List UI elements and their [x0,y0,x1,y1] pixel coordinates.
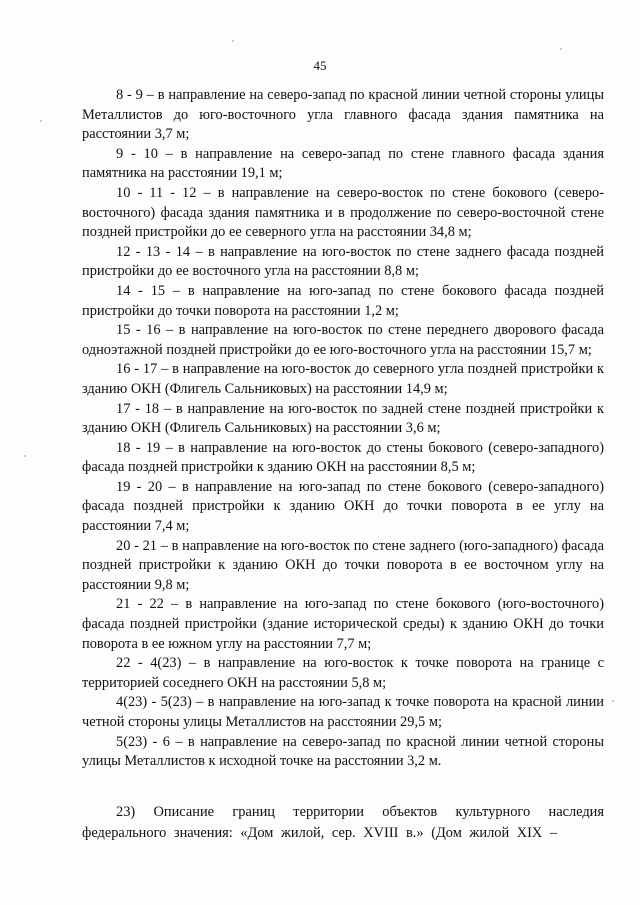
page-number: 45 [313,58,327,73]
section-heading: 23) Описание границ территории объектов культурного наследия федерального значения: «Дом жилой, сер. XVIII в.» (Дом жилой XIX – [82,804,604,841]
scan-speck [612,700,614,702]
boundary-segment-paragraph: 18 - 19 – в направление на юго-восток до стены бокового (северо-западного) фасада поздней пристройки к зданию ОКН на расстоянии 8,5 м; [82,439,604,476]
boundary-segment-paragraph: 8 - 9 – в направление на северо-запад по красной линии четной стороны улицы Металлистов до юго-восточного угла главного фасада здания памятника на расстоянии 3,7 м; [82,87,604,143]
boundary-segment-paragraph: 15 - 16 – в направление на юго-восток по стене переднего дворового фасада одноэтажной поздней пристройки до ее юго-восточного угла на расстоянии 15,7 м; [82,322,604,358]
boundary-segment-paragraph: 21 - 22 – в направление на юго-запад по стене бокового (юго-восточного) фасада поздней пристройки (здание исторической среды) к зданию ОКН до точки поворота в ее южном углу на расстоянии 7,7 м; [82,596,604,652]
boundary-segment-paragraph: 22 - 4(23) – в направление на юго-восток к точке поворота на границе с территорией соседнего ОКН на расстоянии 5,8 м; [82,655,604,691]
boundary-description-list [82,86,604,772]
boundary-segment-paragraph: 9 - 10 – в направление на северо-запад по стене главного фасада здания памятника на расстоянии 19,1 м; [82,145,604,182]
boundary-segment-paragraph: 20 - 21 – в направление на юго-восток по стене заднего (юго-западного) фасада поздней пристройки к зданию ОКН до точки поворота в ее восточном углу на расстоянии 9,8 м; [82,537,604,593]
boundary-segment-paragraph: 10 - 11 - 12 – в направление на северо-восток по стене бокового (северо-восточного) фасада здания памятника и в продолжение по северо-восточной стене поздней пристройки до ее северного угла на расстоянии 34,8 м; [82,184,604,241]
boundary-segment-paragraph: 4(23) - 5(23) – в направление на юго-запад к точке поворота на красной линии четной стороны улицы Металлистов на расстоянии 29,5 м; [82,694,604,730]
scan-speck [24,455,26,457]
scan-speck [232,40,234,42]
scan-speck [40,120,42,122]
boundary-segment-paragraph: 12 - 13 - 14 – в направление на юго-восток по стене заднего фасада поздней пристройки до ее восточного угла на расстоянии 8,8 м; [82,243,604,280]
boundary-segment-paragraph: 17 - 18 – в направление на юго-восток по задней стене поздней пристройки к зданию ОКН (Флигель Сальниковых) на расстоянии 3,6 м; [82,400,604,437]
scan-speck [560,48,562,50]
boundary-segment-paragraph: 5(23) - 6 – в направление на северо-запад по красной линии четной стороны улицы Металлистов к исходной точке на расстоянии 3,2 м. [82,733,604,770]
boundary-segment-paragraph: 16 - 17 – в направление на юго-восток до северного угла поздней пристройки к зданию ОКН (Флигель Сальниковых) на расстоянии 14,9 м; [82,361,604,397]
boundary-segment-paragraph: 14 - 15 – в направление на юго-запад по стене бокового фасада поздней пристройки до точки поворота на расстоянии 1,2 м; [82,282,604,319]
boundary-segment-paragraph: 19 - 20 – в направление на юго-запад по стене бокового (северо-западного) фасада поздней пристройки к зданию ОКН до точки поворота в ее углу на расстоянии 7,4 м; [82,478,604,535]
section-23 [82,802,604,844]
